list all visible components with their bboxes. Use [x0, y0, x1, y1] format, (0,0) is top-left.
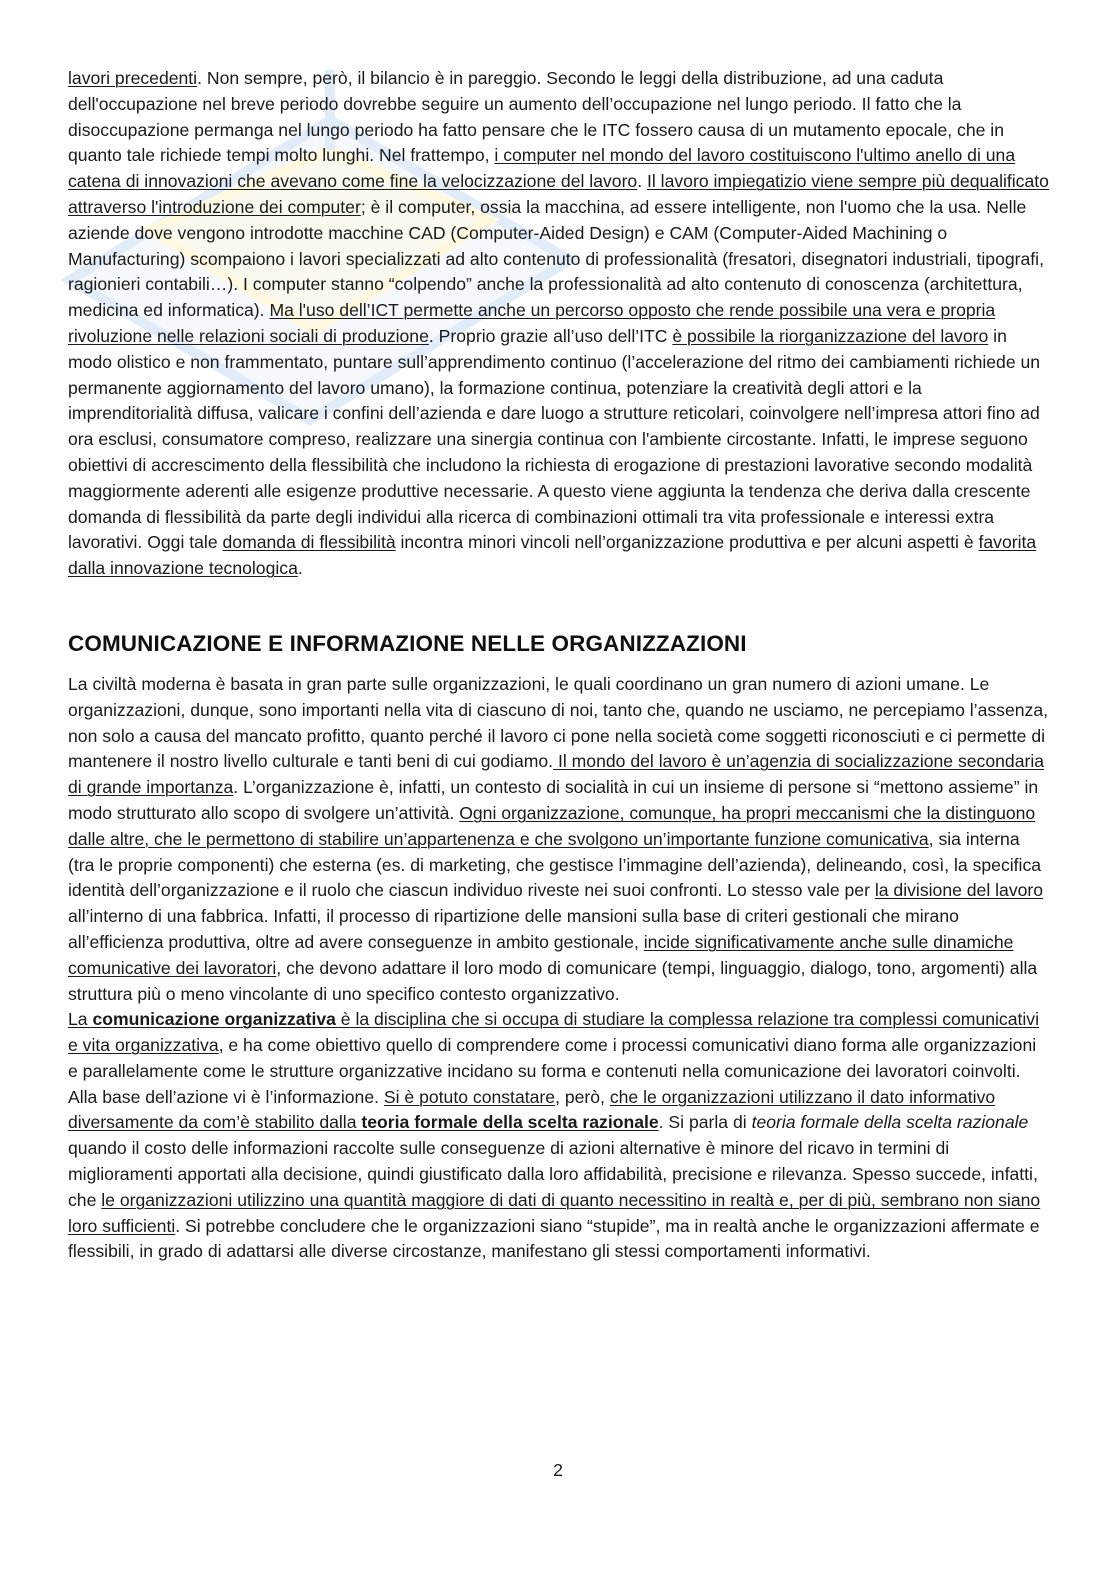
underlined-phrase: i computer nel mondo del lavoro costituiscono l'ultimo anello di una catena di innovazioni che avevano come fine la velocizzazione del lavoro [68, 145, 1016, 192]
text-run: , sia interna (tra le proprie componenti) che esterna (es. di marketing, che gestisce l’immagine dell’azienda), delineando, così, la specifica identità dell’organizzazione e il ruolo che ciascun individuo riveste nei suoi confronti. Lo stesso vale per [68, 828, 1042, 901]
underlined-phrase: Il mondo del lavoro è un’agenzia di socializzazione secondaria di grande importanza [68, 751, 1045, 798]
underlined-phrase: incide significativamente anche sulle dinamiche comunicative dei lavoratori [68, 931, 1014, 978]
text-run: , che devono adattare il loro modo di comunicare (tempi, linguaggio, dialogo, tono, argomenti) alla struttura più o meno vincolante di uno specifico contesto organizzativo. [68, 957, 1038, 1004]
paragraph-2 [68, 672, 1050, 1007]
text-run: , però, [555, 1086, 610, 1107]
text-run: , e ha come obiettivo quello di comprendere come i processi comunicativi diano forma alle organizzazioni e parallelamente come le strutture organizzative incidano su forma e contenuti nella comunicazione dei lavoratori coinvolti. [68, 1035, 1037, 1081]
text-run: quando il costo delle informazioni raccolte sulle conseguenze di azioni alternative è minore del ricavo in termini di miglioramenti apportati alla decisione, quindi giustificato dalla loro affidabilità, precisione e rilevanza. Spesso succede, infatti, che [68, 1138, 1038, 1210]
text-run: . Proprio grazie all’uso dell’ITC [428, 325, 673, 346]
text-run: in modo olistico e non frammentato, puntare sull’apprendimento continuo (l’accelerazione del ritmo dei cambiamenti richiede un permanente aggiornamento del lavoro umano), la formazione continua, potenziare la creatività degli attori e la imprenditorialità diffusa, valicare i confini dell’azienda e dare luogo a strutture reticolari, coinvolgere nell’impresa attori fino ad ora esclusi, consumatore compreso, realizzare una sinergia continua con l'ambiente circostante. Infatti, le imprese seguono obiettivi di accrescimento della flessibilità che includono la richiesta di erogazione di prestazioni lavorative secondo modalità maggiormente aderenti alle esigenze produttive necessarie. A questo viene aggiunta la tendenza che deriva dalla crescente domanda di flessibilità da parte degli individui alla ricerca di combinazioni ottimali tra vita professionale e interessi extra lavorativi. Oggi tale [68, 325, 1041, 553]
text-run: che le organizzazioni utilizzano il dato informativo diversamente da com’è stabilito dalla [68, 1086, 996, 1133]
text-run: ; è il computer, ossia la macchina, ad essere intelligente, non l'uomo che la usa. Nelle aziende dove vengono introdotte macchine CAD (Computer-Aided Design) e CAM (Computer-Aided Machining o Manufacturing) scompaiono i lavori specializzati ad alto contenuto di professionalità (fresatori, disegnatori industriali, tipografi, ragionieri contabili…). I computer stanno “colpendo” anche la professionalità ad alto contenuto di conoscenza (architettura, medicina ed informatica). [68, 196, 1044, 321]
paragraph-3 [68, 1007, 1050, 1084]
text-run: è la disciplina che si occupa di studiare la complessa relazione tra complessi comunicativi e vita organizzativa [68, 1009, 1040, 1056]
underlined-phrase: Ma l'uso dell’ICT permette anche un percorso opposto che rende possibile una vera e propria rivoluzione nelle relazioni sociali di produzione [68, 300, 996, 346]
underlined-phrase: Ogni organizzazione, comunque, ha propri meccanismi che la distinguono dalle altre, che le permettono di stabilire un’appartenenza e che svolgono un’importante funzione comunicativa [68, 802, 1036, 849]
underlined-phrase: la divisione del lavoro [874, 880, 1044, 901]
text-run: . Non sempre, però, il bilancio è in pareggio. Secondo le leggi della distribuzione, ad una caduta dell'occupazione nel breve periodo dovrebbe seguire un aumento dell’occupazione nel lungo periodo. Il fatto che la disoccupazione permanga nel lungo periodo ha fatto pensare che le ITC fossero causa di un mutamento epocale, che in quanto tale richiede tempi molto lunghi. Nel frattempo, [68, 68, 1004, 166]
paragraph-4 [68, 1085, 1050, 1266]
text-run: . Si parla di [658, 1112, 752, 1133]
underlined-phrase: domanda di flessibilità [222, 532, 396, 553]
document-page [68, 66, 1050, 1265]
underlined-phrase: le organizzazioni utilizzino una quantità maggiore di dati di quanto necessitino in realtà e, per di più, sembrano non siano loro sufficienti [68, 1189, 1041, 1236]
text-run: . [297, 558, 303, 579]
underlined-phrase: lavori precedenti [68, 68, 198, 88]
text-run: all’interno di una fabbrica. Infatti, il processo di ripartizione delle mansioni sulla base di criteri gestionali che mirano all’efficienza produttiva, oltre ad avere conseguenze in ambito gestionale, [68, 906, 959, 952]
underlined-phrase: Il lavoro impiegatizio viene sempre più dequalificato attraverso l'introduzione dei computer [68, 171, 1049, 217]
underlined-phrase: è possibile la riorganizzazione del lavoro [672, 325, 989, 346]
bold-term: comunicazione organizzativa [92, 1009, 336, 1030]
italic-term: teoria formale della scelta razionale [751, 1112, 1029, 1133]
text-run: . [637, 171, 647, 192]
text-run: La [68, 1009, 93, 1030]
text-run: . Si potrebbe concludere che le organizzazioni siano “stupide”, ma in realtà anche le organizzazioni affermate e flessibili, in grado di adattarsi alle diverse circostanze, manifestano gli stessi comportamenti informativi. [68, 1215, 1040, 1262]
text-run: La civiltà moderna è basata in gran parte sulle organizzazioni, le quali coordinano un gran numero di azioni umane. Le organizzazioni, dunque, sono importanti nella vita di ciascuno di noi, tanto che, quando ne usciamo, ne percepiamo l’assenza, non solo a causa del mancato profitto, quanto perché il lavoro ci pone nella società come soggetti riconosciuti e ci permette di mantenere il nostro livello culturale e tanti beni di cui godiamo. [68, 673, 1048, 772]
text-run: . L’organizzazione è, infatti, un contesto di socialità in cui un insieme di persone si “mettono assieme” in modo strutturato allo scopo di svolgere un’attività. [68, 777, 1039, 823]
paragraph-1 [68, 66, 1050, 582]
text-run: Alla base dell’azione vi è l’informazione. [68, 1086, 384, 1107]
bold-term: teoria formale della scelta razionale [361, 1112, 659, 1133]
text-run: incontra minori vincoli nell’organizzazione produttiva e per alcuni aspetti è [395, 532, 979, 553]
underlined-phrase: favorita dalla innovazione tecnologica [68, 532, 1037, 579]
section-heading: COMUNICAZIONE E INFORMAZIONE NELLE ORGANIZZAZIONI [68, 630, 747, 656]
page-number: 2 [553, 1460, 563, 1480]
underlined-phrase: Si è potuto constatare [383, 1086, 556, 1107]
